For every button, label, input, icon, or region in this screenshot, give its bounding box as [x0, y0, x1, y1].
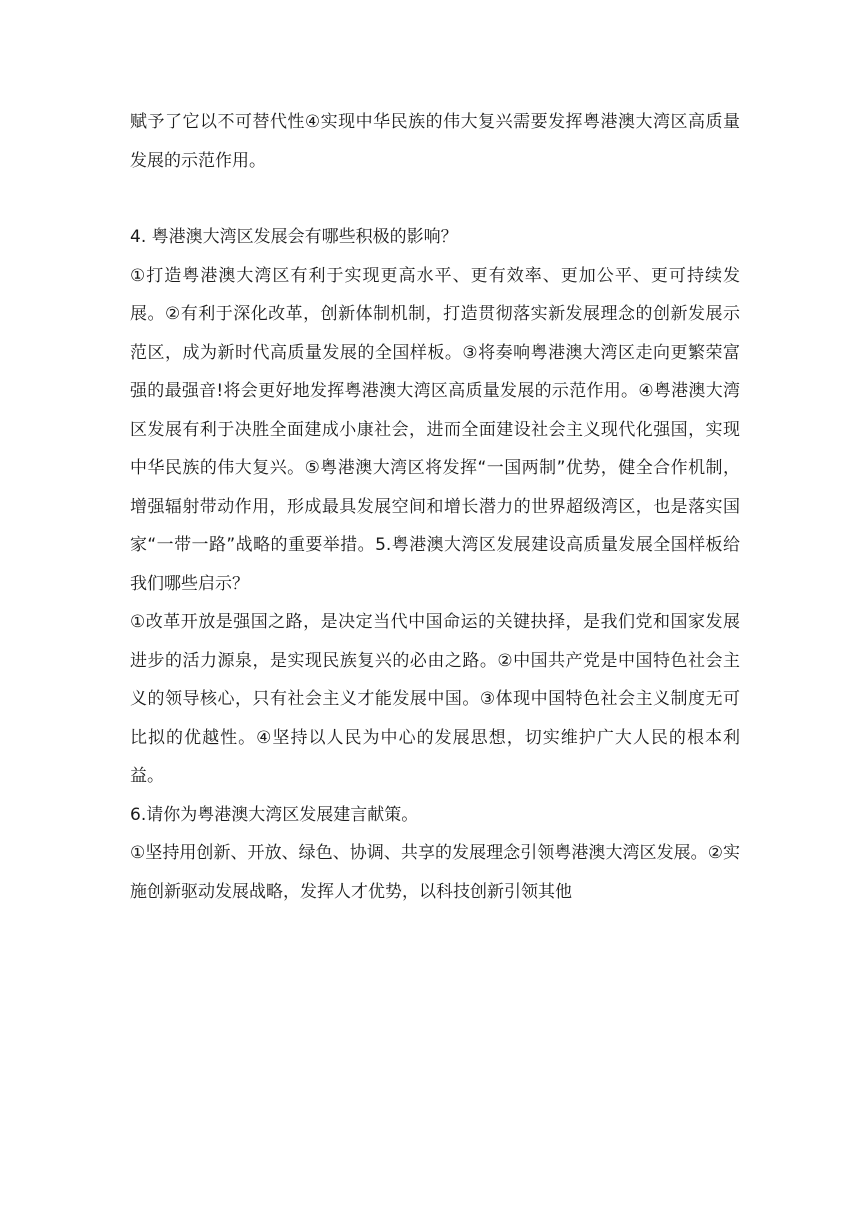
- answer-6: ①坚持用创新、开放、绿色、协调、共享的发展理念引领粤港澳大湾区发展。②实施创新驱动发展战略，发挥人才优势，以科技创新引领其他: [130, 843, 740, 902]
- paragraph-continuation: 赋予了它以不可替代性④实现中华民族的伟大复兴需要发挥粤港澳大湾区高质量发展的示范作用。: [130, 112, 740, 171]
- question-4: 4. 粤港澳大湾区发展会有哪些积极的影响？: [130, 227, 458, 247]
- paragraph-gap: [130, 180, 740, 218]
- answer-5: ①改革开放是强国之路，是决定当代中国命运的关键抉择，是我们党和国家发展进步的活力源泉，是实现民族复兴的必由之路。②中国共产党是中国特色社会主义的领导核心，只有社会主义才能发展中国。③体现中国特色社会主义制度无可比拟的优越性。④坚持以人民为中心的发展思想，切实维护广大人民的根本利益。: [130, 612, 740, 786]
- answer-4: ①打造粤港澳大湾区有利于实现更高水平、更有效率、更加公平、更可持续发展。②有利于深化改革，创新体制机制，打造贯彻落实新发展理念的创新发展示范区，成为新时代高质量发展的全国样板。③将奏响粤港澳大湾区走向更繁荣富强的最强音!将会更好地发挥粤港澳大湾区高质量发展的示范作用。④粤港澳大湾区发展有利于决胜全面建成小康社会，进而全面建设社会主义现代化强国，实现中华民族的伟大复兴。⑤粤港澳大湾区将发挥“一国两制”优势，健全合作机制，增强辐射带动作用，形成最具发展空间和增长潜力的世界超级湾区，也是落实国家“一带一路”战略的重要举措。5.粤港澳大湾区发展建设高质量发展全国样板给我们哪些启示？: [130, 265, 740, 594]
- document-body: [130, 103, 740, 911]
- question-6: 6.请你为粤港澳大湾区发展建言献策。: [130, 804, 419, 825]
